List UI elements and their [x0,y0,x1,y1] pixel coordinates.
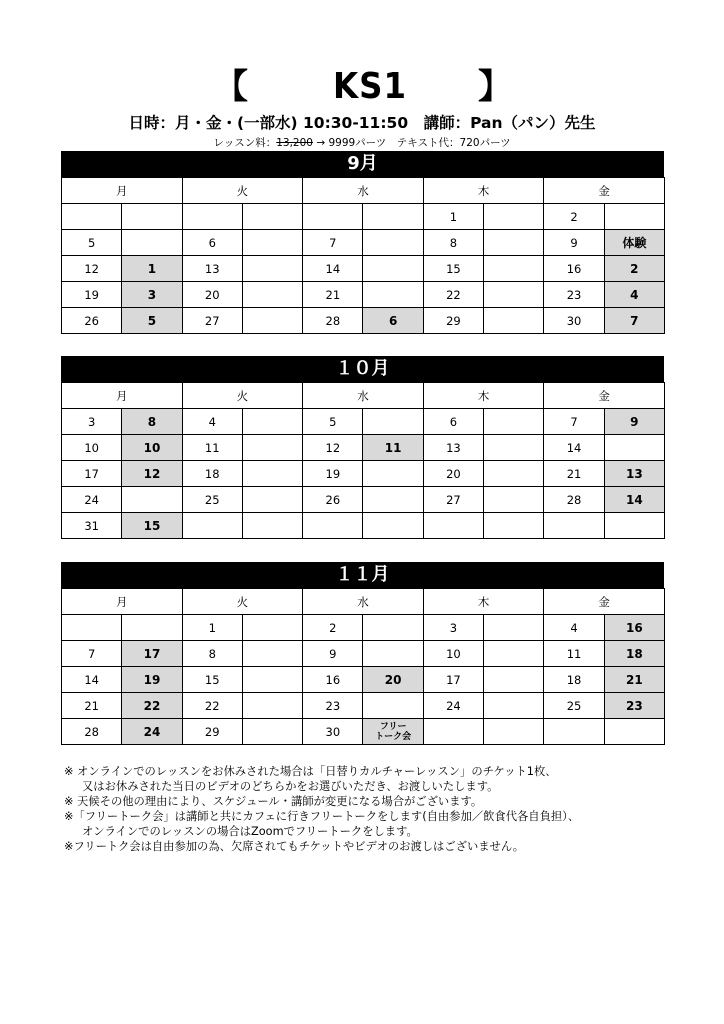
lesson-cell [242,513,302,539]
weekday-header: 木 [423,589,544,615]
date-cell: 6 [423,409,483,435]
date-cell [62,615,122,641]
week-row [62,256,665,282]
lesson-cell [604,204,664,230]
date-cell: 7 [544,409,604,435]
date-cell: 28 [303,308,363,334]
date-cell: 30 [303,719,363,745]
month-header: １０月 [61,356,664,382]
lesson-cell: 7 [604,308,664,334]
lesson-cell: 16 [604,615,664,641]
weekday-header: 月 [62,178,183,204]
weekday-header: 月 [62,383,183,409]
lesson-cell [484,461,544,487]
date-cell: 24 [423,693,483,719]
lesson-cell: フリー トーク会 [363,719,423,745]
date-cell: 12 [62,256,122,282]
lesson-cell: 12 [122,461,182,487]
class-code: KS1 [333,66,407,107]
weekday-header: 水 [303,178,424,204]
lesson-cell [242,204,302,230]
lesson-cell: 1 [122,256,182,282]
weekday-header: 月 [62,589,183,615]
lesson-cell [484,409,544,435]
lesson-cell: 19 [122,667,182,693]
date-cell: 12 [303,435,363,461]
weekday-header: 火 [182,589,303,615]
lesson-cell [363,204,423,230]
lesson-cell [484,256,544,282]
lesson-cell [122,487,182,513]
date-cell [303,513,363,539]
lesson-cell [242,487,302,513]
lesson-cell: 21 [604,667,664,693]
weekday-header: 金 [544,178,665,204]
lesson-cell [122,204,182,230]
week-row [62,693,665,719]
date-cell [182,204,242,230]
lesson-cell [363,461,423,487]
lesson-cell [484,308,544,334]
date-cell: 9 [303,641,363,667]
date-cell: 25 [544,693,604,719]
date-cell: 17 [62,461,122,487]
date-cell: 18 [544,667,604,693]
date-cell: 31 [62,513,122,539]
page-title [0,62,724,112]
lesson-cell: 13 [604,461,664,487]
lesson-cell [484,513,544,539]
date-cell: 16 [544,256,604,282]
date-cell: 7 [303,230,363,256]
lesson-cell [363,230,423,256]
date-cell: 26 [62,308,122,334]
note-line: ※ 天候その他の理由により、スケジュール・講師が変更になる場合がございます。 [64,795,483,808]
lesson-cell [484,641,544,667]
date-cell: 29 [182,719,242,745]
weekday-header: 火 [182,178,303,204]
note-line: ※「フリートーク会」は講師と共にカフェに行きフリートークをします(自由参加／飲食代各自負担）、 [64,810,580,823]
week-row [62,615,665,641]
date-cell: 15 [182,667,242,693]
lesson-cell [484,282,544,308]
date-cell: 28 [544,487,604,513]
week-row [62,435,665,461]
date-cell: 9 [544,230,604,256]
date-cell: 11 [544,641,604,667]
date-cell: 19 [303,461,363,487]
date-cell: 4 [182,409,242,435]
lesson-cell [242,409,302,435]
lesson-cell: 2 [604,256,664,282]
date-cell: 23 [544,282,604,308]
weekday-header-row [62,178,665,204]
title-bracket-left: 【 [214,67,248,107]
lesson-cell [363,641,423,667]
month-calendar-november [61,562,664,745]
lesson-cell [242,641,302,667]
lesson-cell: 14 [604,487,664,513]
lesson-cell: 6 [363,308,423,334]
date-cell: 21 [62,693,122,719]
date-cell: 14 [62,667,122,693]
lesson-cell [604,719,664,745]
lesson-cell [484,615,544,641]
note-line: ※フリートク会は自由参加の為、欠席されてもチケットやビデオのお渡しはございません。 [64,840,525,853]
lesson-cell [363,513,423,539]
weekday-header-row [62,589,665,615]
week-row [62,487,665,513]
date-cell: 27 [182,308,242,334]
lesson-cell: 体験 [604,230,664,256]
date-cell [544,513,604,539]
date-cell: 11 [182,435,242,461]
lesson-cell [484,204,544,230]
lesson-cell [363,256,423,282]
month-header: 9月 [61,151,664,177]
lesson-cell [242,435,302,461]
fee-new-price: → 9999パーツ テキスト代：720パーツ [312,137,511,149]
date-cell: 13 [182,256,242,282]
lesson-cell [242,667,302,693]
lesson-cell: 22 [122,693,182,719]
lesson-cell: 23 [604,693,664,719]
date-cell: 21 [544,461,604,487]
date-cell: 8 [423,230,483,256]
lesson-cell [604,513,664,539]
lesson-cell [484,487,544,513]
date-cell: 21 [303,282,363,308]
weekday-header-row [62,383,665,409]
lesson-cell: 10 [122,435,182,461]
date-cell: 16 [303,667,363,693]
lesson-cell: 11 [363,435,423,461]
lesson-cell: 5 [122,308,182,334]
date-cell: 7 [62,641,122,667]
week-row [62,513,665,539]
lesson-cell [242,282,302,308]
weekday-header: 金 [544,589,665,615]
lesson-cell: 4 [604,282,664,308]
lesson-cell [363,282,423,308]
calendar-table [61,588,665,745]
lesson-cell [242,461,302,487]
date-cell: 10 [62,435,122,461]
date-cell: 13 [423,435,483,461]
week-row [62,204,665,230]
calendar-table [61,382,665,539]
weekday-header: 木 [423,178,544,204]
date-cell: 19 [62,282,122,308]
lesson-cell [604,435,664,461]
schedule-line: 日時：月・金・(一部水) 10:30-11:50 講師：Pan（パン）先生 [128,114,596,132]
weekday-header: 水 [303,589,424,615]
lesson-cell [363,409,423,435]
lesson-cell [122,230,182,256]
lesson-cell [122,615,182,641]
lesson-cell [242,256,302,282]
title-bracket-right: 】 [478,67,512,107]
lesson-cell [484,435,544,461]
fee-label: レッスン料： [213,137,277,149]
lesson-cell: 9 [604,409,664,435]
date-cell: 3 [423,615,483,641]
lesson-cell: 8 [122,409,182,435]
date-cell [303,204,363,230]
date-cell: 15 [423,256,483,282]
month-header: １１月 [61,562,664,588]
lesson-cell [242,719,302,745]
date-cell [62,204,122,230]
date-cell: 25 [182,487,242,513]
date-cell [423,513,483,539]
date-cell: 8 [182,641,242,667]
week-row [62,409,665,435]
date-cell: 26 [303,487,363,513]
week-row [62,719,665,745]
weekday-header: 金 [544,383,665,409]
fee-old-price: 13,200 [276,137,313,149]
date-cell: 27 [423,487,483,513]
lesson-cell: 17 [122,641,182,667]
date-cell: 23 [303,693,363,719]
date-cell: 2 [544,204,604,230]
lesson-cell [242,615,302,641]
week-row [62,667,665,693]
note-line: ※ オンラインでのレッスンをお休みされた場合は「日替りカルチャーレッスン」のチケット1枚、 [64,765,557,778]
date-cell [544,719,604,745]
lesson-cell: 20 [363,667,423,693]
date-cell: 30 [544,308,604,334]
date-cell: 4 [544,615,604,641]
lesson-cell [363,693,423,719]
date-cell: 6 [182,230,242,256]
note-line: 又はお休みされた当日のビデオのどちらかをお選びいただき、お渡しいたします。 [82,780,499,793]
week-row [62,230,665,256]
week-row [62,282,665,308]
fee-line [0,136,724,150]
weekday-header: 水 [303,383,424,409]
note-line: オンラインでのレッスンの場合はZoomでフリートークをします。 [82,825,418,838]
date-cell: 18 [182,461,242,487]
lesson-cell: 15 [122,513,182,539]
month-calendar-september [61,151,664,334]
lesson-cell [484,667,544,693]
date-cell: 1 [182,615,242,641]
lesson-cell [363,487,423,513]
lesson-cell [484,230,544,256]
lesson-cell [242,230,302,256]
lesson-cell: 18 [604,641,664,667]
week-row [62,641,665,667]
date-cell: 20 [182,282,242,308]
weekday-header: 火 [182,383,303,409]
lesson-cell: 3 [122,282,182,308]
month-calendar-october [61,356,664,539]
date-cell: 14 [303,256,363,282]
lesson-cell [363,615,423,641]
date-cell: 1 [423,204,483,230]
date-cell: 17 [423,667,483,693]
date-cell [423,719,483,745]
date-cell: 5 [62,230,122,256]
weekday-header: 木 [423,383,544,409]
date-cell: 14 [544,435,604,461]
week-row [62,461,665,487]
date-cell: 20 [423,461,483,487]
date-cell: 22 [423,282,483,308]
lesson-cell [242,693,302,719]
calendar-table [61,177,665,334]
lesson-cell [484,719,544,745]
date-cell: 29 [423,308,483,334]
date-cell: 28 [62,719,122,745]
notes [64,764,684,854]
lesson-cell: 24 [122,719,182,745]
date-cell [182,513,242,539]
week-row [62,308,665,334]
date-cell: 2 [303,615,363,641]
date-cell: 10 [423,641,483,667]
date-cell: 24 [62,487,122,513]
date-cell: 22 [182,693,242,719]
lesson-cell [242,308,302,334]
lesson-cell [484,693,544,719]
date-cell: 5 [303,409,363,435]
date-cell: 3 [62,409,122,435]
